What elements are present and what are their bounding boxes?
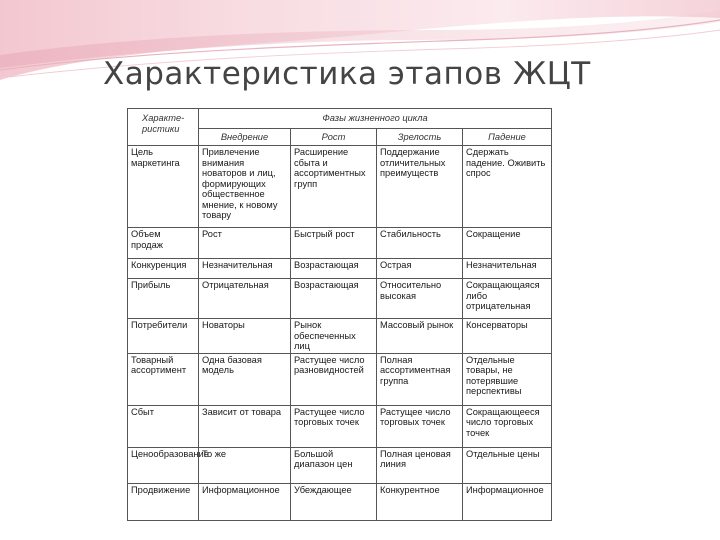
phase-header: Внедрение (199, 129, 291, 146)
table-cell: Расширение сбыта и ассортиментных групп (291, 146, 377, 228)
corner-header: Характе-ристики (128, 109, 199, 146)
row-label: Цель маркетинга (128, 146, 199, 228)
phase-header: Зрелость (377, 129, 463, 146)
table-row (128, 483, 552, 520)
row-label: Прибыль (128, 279, 199, 319)
row-label: Объем продаж (128, 228, 199, 259)
table-cell: То же (199, 447, 291, 483)
table-cell: Отрицательная (199, 279, 291, 319)
table-cell: Убеждающее (291, 483, 377, 520)
table-cell: Отдельные товары, не потерявшие перспективы (463, 353, 552, 405)
table-cell: Рынок обеспеченных лиц (291, 319, 377, 354)
phase-header: Падение (463, 129, 552, 146)
table-row (128, 228, 552, 259)
row-label: Товарный ассортимент (128, 353, 199, 405)
table-cell: Консерваторы (463, 319, 552, 354)
table-cell: Рост (199, 228, 291, 259)
row-label: Потребители (128, 319, 199, 354)
table-row (128, 447, 552, 483)
row-label: Сбыт (128, 405, 199, 447)
table-row (128, 259, 552, 279)
table-cell: Сокращающееся число торговых точек (463, 405, 552, 447)
table-cell: Острая (377, 259, 463, 279)
table-cell: Быстрый рост (291, 228, 377, 259)
table-cell: Новаторы (199, 319, 291, 354)
slide-title: Характеристика этапов ЖЦТ (103, 56, 591, 92)
table-cell: Информационное (463, 483, 552, 520)
phase-header: Рост (291, 129, 377, 146)
row-label: Ценообразование (128, 447, 199, 483)
table-cell: Стабильность (377, 228, 463, 259)
lifecycle-table-container (127, 108, 551, 516)
group-header: Фазы жизненного цикла (199, 109, 552, 129)
table-cell: Сдержать падение. Оживить спрос (463, 146, 552, 228)
table-cell: Отдельные цены (463, 447, 552, 483)
table-cell: Одна базовая модель (199, 353, 291, 405)
table-cell: Привлечение внимания новаторов и лиц, формирующих общественное мнение, к новому товару (199, 146, 291, 228)
table-cell: Возрастающая (291, 259, 377, 279)
table-row (128, 279, 552, 319)
row-label: Конкуренция (128, 259, 199, 279)
table-cell: Полная ассортиментная группа (377, 353, 463, 405)
table-row (128, 146, 552, 228)
table-cell: Полная ценовая линия (377, 447, 463, 483)
table-cell: Возрастающая (291, 279, 377, 319)
table-row (128, 353, 552, 405)
row-label: Продвижение (128, 483, 199, 520)
table-cell: Сокращающаяся либо отрицательная (463, 279, 552, 319)
table-cell: Относительно высокая (377, 279, 463, 319)
table-cell: Растущее число разновидностей (291, 353, 377, 405)
table-cell: Зависит от товара (199, 405, 291, 447)
table-cell: Массовый рынок (377, 319, 463, 354)
table-cell: Информационное (199, 483, 291, 520)
table-cell: Незначительная (199, 259, 291, 279)
table-cell: Конкурентное (377, 483, 463, 520)
table-cell: Большой диапазон цен (291, 447, 377, 483)
table-row (128, 319, 552, 354)
table-cell: Незначительная (463, 259, 552, 279)
table-row (128, 405, 552, 447)
table-cell: Растущее число торговых точек (291, 405, 377, 447)
table-cell: Растущее число торговых точек (377, 405, 463, 447)
table-cell: Сокращение (463, 228, 552, 259)
table-cell: Поддержание отличительных преимуществ (377, 146, 463, 228)
lifecycle-table (127, 108, 552, 521)
